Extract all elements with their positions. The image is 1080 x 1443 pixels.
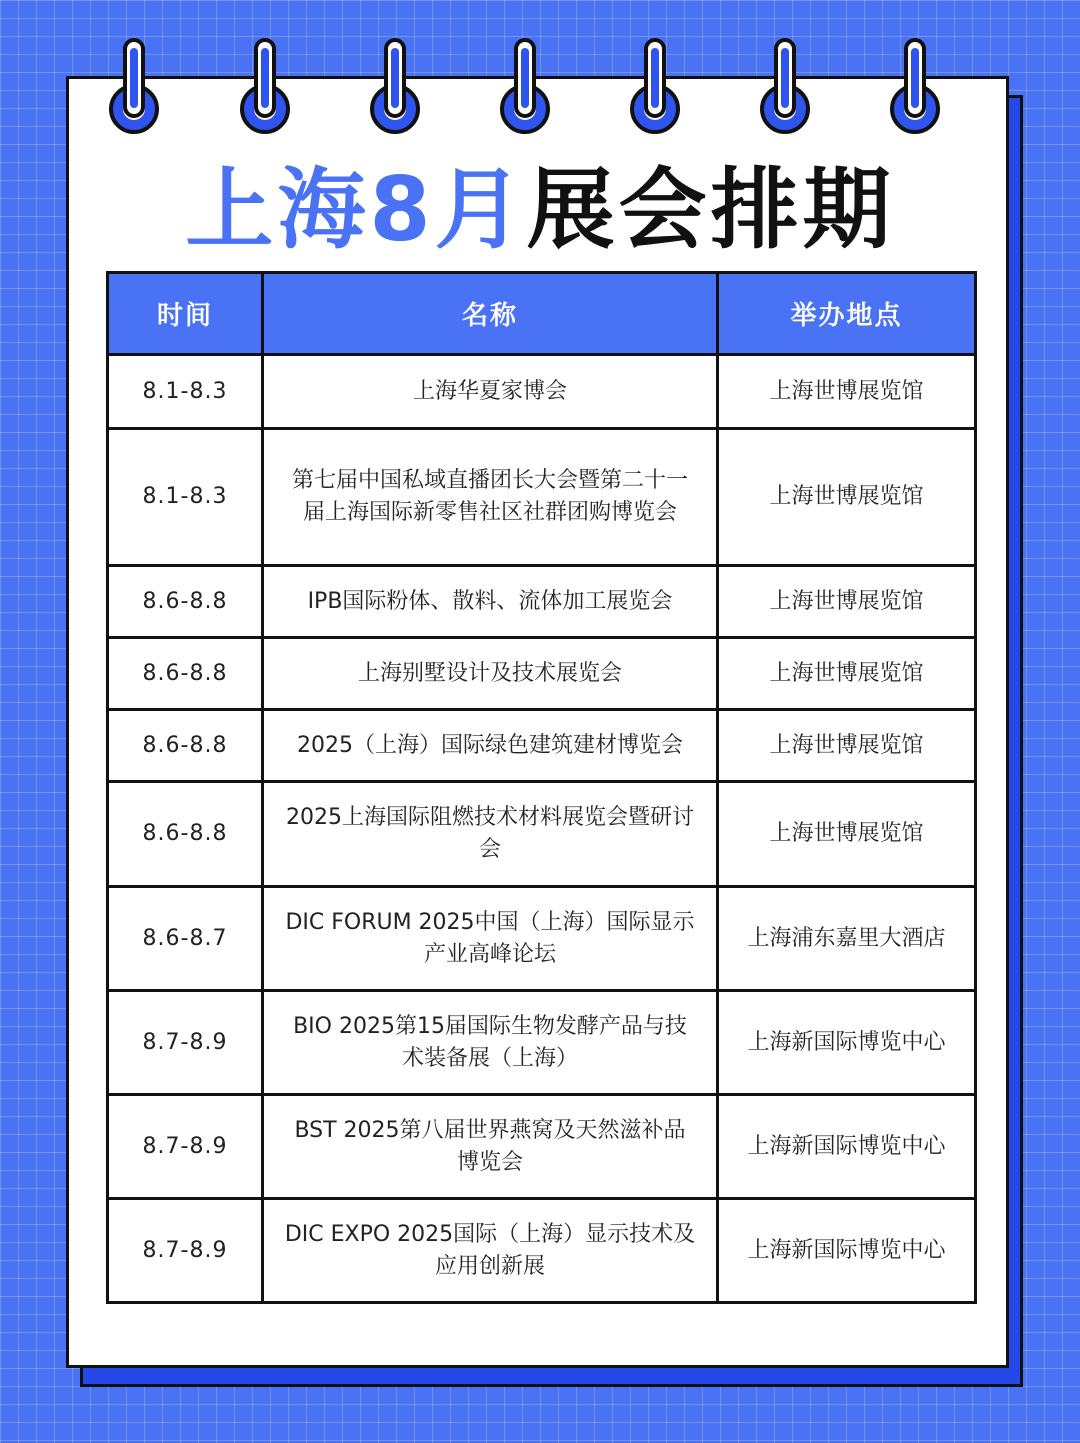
table-row — [108, 1199, 976, 1303]
cell-venue: 上海世博展览馆 — [718, 782, 976, 887]
cell-date: 8.6-8.8 — [108, 782, 263, 887]
table-row — [108, 566, 976, 638]
cell-name: BIO 2025第15届国际生物发酵产品与技术装备展（上海） — [263, 991, 718, 1095]
cell-name: 2025上海国际阻燃技术材料展览会暨研讨会 — [263, 782, 718, 887]
cell-name: 2025（上海）国际绿色建筑建材博览会 — [263, 710, 718, 782]
binder-ring-icon — [104, 38, 164, 138]
title-highlight: 上海8月 — [185, 158, 527, 261]
cell-date: 8.6-8.8 — [108, 566, 263, 638]
cell-venue: 上海新国际博览中心 — [718, 1095, 976, 1199]
cell-date: 8.7-8.9 — [108, 991, 263, 1095]
cell-venue: 上海新国际博览中心 — [718, 991, 976, 1095]
binder-ring-icon — [625, 38, 685, 138]
cell-name: DIC EXPO 2025国际（上海）显示技术及应用创新展 — [263, 1199, 718, 1303]
cell-date: 8.6-8.7 — [108, 887, 263, 991]
cell-name: IPB国际粉体、散料、流体加工展览会 — [263, 566, 718, 638]
page-title — [0, 150, 1080, 270]
table-row — [108, 355, 976, 429]
column-header-name: 名称 — [263, 273, 718, 355]
cell-date: 8.7-8.9 — [108, 1095, 263, 1199]
cell-date: 8.7-8.9 — [108, 1199, 263, 1303]
cell-venue: 上海世博展览馆 — [718, 429, 976, 566]
binder-ring-icon — [235, 38, 295, 138]
table-row — [108, 887, 976, 991]
title-main: 展会排期 — [526, 158, 895, 261]
cell-venue: 上海世博展览馆 — [718, 710, 976, 782]
exhibition-schedule-table — [106, 271, 977, 1304]
cell-name: BST 2025第八届世界燕窝及天然滋补品博览会 — [263, 1095, 718, 1199]
cell-date: 8.1-8.3 — [108, 429, 263, 566]
cell-venue: 上海世博展览馆 — [718, 355, 976, 429]
table-row — [108, 429, 976, 566]
table-row — [108, 638, 976, 710]
cell-venue: 上海世博展览馆 — [718, 566, 976, 638]
table-row — [108, 991, 976, 1095]
binder-ring-icon — [885, 38, 945, 138]
binder-ring-icon — [365, 38, 425, 138]
cell-date: 8.6-8.8 — [108, 638, 263, 710]
cell-name: DIC FORUM 2025中国（上海）国际显示产业高峰论坛 — [263, 887, 718, 991]
binder-ring-icon — [495, 38, 555, 138]
table-row — [108, 1095, 976, 1199]
cell-name: 上海华夏家博会 — [263, 355, 718, 429]
column-header-venue: 举办地点 — [718, 273, 976, 355]
cell-venue: 上海浦东嘉里大酒店 — [718, 887, 976, 991]
cell-name: 第七届中国私域直播团长大会暨第二十一届上海国际新零售社区社群团购博览会 — [263, 429, 718, 566]
cell-date: 8.1-8.3 — [108, 355, 263, 429]
cell-venue: 上海新国际博览中心 — [718, 1199, 976, 1303]
binder-ring-icon — [755, 38, 815, 138]
cell-venue: 上海世博展览馆 — [718, 638, 976, 710]
table-row — [108, 782, 976, 887]
cell-date: 8.6-8.8 — [108, 710, 263, 782]
table-row — [108, 710, 976, 782]
column-header-date: 时间 — [108, 273, 263, 355]
table-header-row — [108, 273, 976, 355]
cell-name: 上海别墅设计及技术展览会 — [263, 638, 718, 710]
